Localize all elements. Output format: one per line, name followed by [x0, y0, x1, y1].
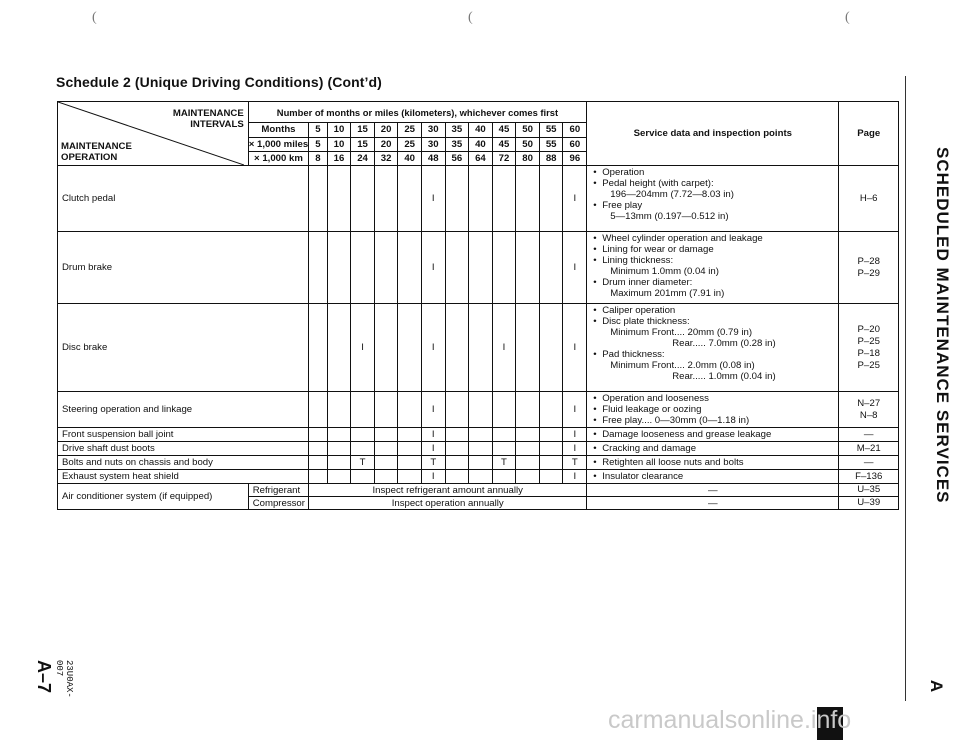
interval-unit: × 1,000 miles	[248, 138, 309, 150]
service-points-list	[593, 457, 836, 468]
interval-mark	[445, 442, 469, 456]
schedule-row	[58, 392, 899, 428]
operation-label: Air conditioner system (if equipped)	[58, 484, 249, 510]
service-point	[593, 167, 836, 178]
interval-value: 24	[351, 151, 375, 165]
scan-mark: (	[92, 10, 97, 25]
interval-mark	[374, 232, 398, 304]
interval-mark	[516, 428, 540, 442]
interval-caption: Number of months or miles (kilometers), whichever comes first	[248, 102, 586, 123]
interval-value: 60	[563, 123, 587, 137]
interval-value: 30	[421, 137, 445, 151]
interval-mark	[309, 392, 327, 428]
interval-mark	[539, 232, 563, 304]
interval-mark	[327, 392, 351, 428]
interval-value: 55	[539, 137, 563, 151]
interval-mark	[398, 456, 422, 470]
interval-mark: I	[351, 304, 375, 392]
interval-mark	[469, 456, 493, 470]
interval-mark	[309, 232, 327, 304]
interval-unit: × 1,000 km	[248, 151, 308, 165]
service-point-text: Lining thickness:	[602, 255, 674, 266]
interval-mark	[492, 392, 516, 428]
aircon-note: Inspect operation annually	[309, 497, 587, 510]
interval-value: 96	[563, 151, 587, 165]
interval-value: 50	[516, 123, 540, 137]
interval-mark	[516, 456, 540, 470]
interval-mark	[469, 392, 493, 428]
service-point-text: Drum inner diameter:	[602, 277, 693, 288]
service-point	[593, 178, 836, 200]
service-point-text: Fluid leakage or oozing	[602, 404, 702, 415]
interval-value: 25	[398, 137, 422, 151]
interval-mark: I	[563, 166, 587, 232]
operation-label: Exhaust system heat shield	[58, 470, 309, 484]
service-point-detail: Minimum Front.... 20mm (0.79 in)	[610, 327, 753, 338]
service-point-detail: Minimum Front.... 2.0mm (0.08 in)	[610, 360, 755, 371]
service-point	[593, 305, 836, 316]
interval-mark: I	[563, 392, 587, 428]
service-column-header: Service data and inspection points	[587, 102, 839, 166]
interval-mark: I	[563, 232, 587, 304]
interval-mark	[539, 166, 563, 232]
operation-label: Steering operation and linkage	[58, 392, 309, 428]
interval-mark	[492, 428, 516, 442]
interval-mark: I	[421, 392, 445, 428]
corner-operation-label: MAINTENANCE OPERATION	[61, 141, 132, 163]
interval-mark	[516, 304, 540, 392]
interval-mark	[539, 392, 563, 428]
service-point-text: Lining for wear or damage	[602, 244, 714, 255]
interval-value: 48	[421, 151, 445, 165]
page-reference: H–6	[839, 166, 899, 232]
interval-value: 35	[445, 137, 469, 151]
interval-value: 45	[492, 137, 516, 151]
service-point-detail: 196—204mm (7.72—8.03 in)	[610, 189, 734, 200]
service-points	[587, 304, 839, 392]
interval-mark	[374, 392, 398, 428]
interval-mark	[351, 428, 375, 442]
service-point	[593, 404, 836, 415]
service-points	[587, 232, 839, 304]
interval-mark	[445, 166, 469, 232]
aircon-component: Refrigerant	[248, 484, 308, 497]
interval-mark	[539, 470, 563, 484]
interval-mark	[374, 470, 398, 484]
interval-mark	[351, 166, 375, 232]
service-point	[593, 233, 836, 244]
interval-value: 40	[469, 123, 493, 137]
service-point	[593, 415, 836, 426]
service-points-list	[593, 443, 836, 454]
service-point-detail: 5—13mm (0.197—0.512 in)	[610, 211, 729, 222]
interval-mark	[327, 428, 351, 442]
interval-mark	[351, 442, 375, 456]
schedule-row	[58, 442, 899, 456]
service-points-list	[593, 233, 836, 299]
interval-mark	[516, 392, 540, 428]
interval-mark: I	[563, 304, 587, 392]
interval-mark	[309, 470, 327, 484]
interval-mark	[445, 304, 469, 392]
service-points	[587, 442, 839, 456]
interval-mark	[374, 304, 398, 392]
service-point	[593, 349, 836, 382]
interval-mark	[469, 470, 493, 484]
interval-mark: I	[563, 428, 587, 442]
interval-mark	[398, 470, 422, 484]
schedule-row	[58, 456, 899, 470]
interval-mark: I	[492, 304, 516, 392]
service-points	[587, 392, 839, 428]
service-point-text: Operation	[602, 167, 645, 178]
interval-value: 80	[516, 151, 540, 165]
interval-mark	[445, 232, 469, 304]
service-points	[587, 470, 839, 484]
interval-mark	[469, 428, 493, 442]
interval-mark	[492, 470, 516, 484]
interval-value: 16	[327, 151, 351, 165]
service-points	[587, 428, 839, 442]
service-point	[593, 244, 836, 255]
schedule-row	[58, 428, 899, 442]
schedule-row	[58, 232, 899, 304]
service-point	[593, 471, 836, 482]
interval-value: 88	[539, 151, 563, 165]
service-points: —	[587, 484, 839, 497]
interval-value: 45	[492, 123, 516, 137]
interval-mark: T	[492, 456, 516, 470]
service-point-text: Free play	[602, 200, 643, 211]
side-section-letter: A	[927, 679, 947, 693]
interval-mark	[492, 232, 516, 304]
interval-mark	[469, 442, 493, 456]
service-point	[593, 393, 836, 404]
interval-value: 60	[563, 137, 587, 151]
interval-mark	[374, 166, 398, 232]
aircon-row	[58, 484, 899, 497]
page-column-header: Page	[839, 102, 899, 166]
operation-label: Disc brake	[58, 304, 309, 392]
interval-mark	[351, 470, 375, 484]
page-reference: P–20 P–25 P–18 P–25	[839, 304, 899, 392]
interval-mark	[398, 428, 422, 442]
interval-mark	[469, 232, 493, 304]
interval-mark	[539, 456, 563, 470]
page-reference: M–21	[839, 442, 899, 456]
interval-unit: Months	[248, 123, 308, 137]
interval-value: 10	[327, 123, 351, 137]
page-reference: N–27 N–8	[839, 392, 899, 428]
operation-label: Clutch pedal	[58, 166, 309, 232]
interval-mark	[374, 456, 398, 470]
interval-value: 40	[398, 151, 422, 165]
interval-mark: I	[421, 304, 445, 392]
interval-mark	[398, 442, 422, 456]
service-points: —	[587, 497, 839, 510]
interval-mark	[445, 428, 469, 442]
interval-value: 20	[374, 123, 398, 137]
page-reference: P–28 P–29	[839, 232, 899, 304]
interval-mark: I	[421, 442, 445, 456]
interval-mark: I	[421, 166, 445, 232]
interval-mark: T	[563, 456, 587, 470]
service-point-text: Disc plate thickness:	[602, 316, 690, 327]
service-point	[593, 255, 836, 277]
interval-mark: I	[421, 428, 445, 442]
service-point	[593, 457, 836, 468]
interval-mark	[327, 232, 351, 304]
service-point-text: Pad thickness:	[602, 349, 665, 360]
interval-value: 10	[327, 137, 351, 151]
interval-value: 32	[374, 151, 398, 165]
page-reference: U–39	[839, 497, 899, 510]
interval-mark	[327, 442, 351, 456]
interval-mark	[327, 456, 351, 470]
interval-mark	[327, 304, 351, 392]
interval-mark: I	[563, 442, 587, 456]
schedule-row	[58, 304, 899, 392]
interval-mark	[327, 166, 351, 232]
interval-mark	[445, 470, 469, 484]
corner-cell	[58, 102, 248, 165]
maintenance-schedule-table	[57, 101, 899, 510]
interval-mark	[398, 392, 422, 428]
operation-label: Drive shaft dust boots	[58, 442, 309, 456]
service-point-text: Insulator clearance	[602, 471, 684, 482]
interval-value: 72	[492, 151, 516, 165]
interval-mark	[516, 470, 540, 484]
service-point-text: Cracking and damage	[602, 443, 697, 454]
interval-mark	[445, 456, 469, 470]
interval-value: 20	[374, 137, 398, 151]
page-reference: —	[839, 428, 899, 442]
interval-mark	[309, 166, 327, 232]
interval-mark	[516, 442, 540, 456]
interval-mark	[374, 428, 398, 442]
interval-value: 30	[421, 123, 445, 137]
interval-mark	[309, 428, 327, 442]
margin-rule	[905, 76, 906, 701]
operation-label: Front suspension ball joint	[58, 428, 309, 442]
side-section-title: SCHEDULED MAINTENANCE SERVICES	[933, 146, 952, 504]
interval-value: 55	[539, 123, 563, 137]
service-point-text: Operation and looseness	[602, 393, 709, 404]
schedule-row	[58, 166, 899, 232]
page-code: 23U0AX-007	[54, 660, 74, 698]
service-point-detail: Maximum 201mm (7.91 in)	[610, 288, 725, 299]
page-footer	[0, 660, 74, 702]
service-points	[587, 456, 839, 470]
interval-mark	[398, 232, 422, 304]
interval-value: 8	[309, 151, 327, 165]
interval-value: 40	[469, 137, 493, 151]
interval-mark	[309, 304, 327, 392]
interval-mark	[309, 442, 327, 456]
interval-value: 25	[398, 123, 422, 137]
interval-mark: I	[563, 470, 587, 484]
interval-mark	[374, 442, 398, 456]
service-point	[593, 429, 836, 440]
service-points-list	[593, 305, 836, 382]
service-point	[593, 277, 836, 299]
interval-mark	[351, 232, 375, 304]
service-point	[593, 316, 836, 349]
interval-mark	[492, 166, 516, 232]
service-point	[593, 200, 836, 222]
operation-label: Bolts and nuts on chassis and body	[58, 456, 309, 470]
service-point	[593, 443, 836, 454]
interval-mark	[539, 304, 563, 392]
interval-mark	[516, 232, 540, 304]
interval-value: 35	[445, 123, 469, 137]
service-point-text: Pedal height (with carpet):	[602, 178, 714, 189]
service-point-detail: Minimum 1.0mm (0.04 in)	[610, 266, 719, 277]
interval-mark	[398, 166, 422, 232]
service-points-list	[593, 167, 836, 222]
service-point-text: Retighten all loose nuts and bolts	[602, 457, 744, 468]
service-point-detail: Rear..... 7.0mm (0.28 in)	[672, 338, 776, 349]
service-points-list	[593, 429, 836, 440]
interval-mark: T	[351, 456, 375, 470]
interval-mark: I	[421, 232, 445, 304]
service-points-list	[593, 471, 836, 482]
interval-mark: I	[421, 470, 445, 484]
schedule-row	[58, 470, 899, 484]
interval-value: 50	[516, 137, 540, 151]
interval-value: 5	[309, 137, 327, 151]
interval-mark	[327, 470, 351, 484]
page-reference: U–35	[839, 484, 899, 497]
interval-mark	[351, 392, 375, 428]
interval-mark	[539, 428, 563, 442]
corner-intervals-label: MAINTENANCE INTERVALS	[172, 108, 244, 130]
interval-value: 15	[351, 123, 375, 137]
page-reference: —	[839, 456, 899, 470]
interval-value: 15	[351, 137, 375, 151]
interval-mark	[309, 456, 327, 470]
interval-value: 64	[469, 151, 493, 165]
service-point-text: Wheel cylinder operation and leakage	[602, 233, 763, 244]
watermark: carmanualsonline.info	[608, 706, 852, 734]
service-points-list	[593, 393, 836, 426]
operation-label: Drum brake	[58, 232, 309, 304]
interval-mark	[469, 166, 493, 232]
scan-mark: (	[468, 10, 473, 25]
interval-mark	[445, 392, 469, 428]
interval-mark	[398, 304, 422, 392]
service-point-text: Caliper operation	[602, 305, 676, 316]
interval-mark: T	[421, 456, 445, 470]
header-row	[58, 102, 899, 123]
interval-value: 5	[309, 123, 327, 137]
interval-value: 56	[445, 151, 469, 165]
interval-mark	[539, 442, 563, 456]
header-corner	[58, 102, 249, 166]
aircon-component: Compressor	[248, 497, 308, 510]
service-point-text: Damage looseness and grease leakage	[602, 429, 772, 440]
page-reference: F–136	[839, 470, 899, 484]
aircon-note: Inspect refrigerant amount annually	[309, 484, 587, 497]
service-points	[587, 166, 839, 232]
interval-mark	[469, 304, 493, 392]
interval-mark	[492, 442, 516, 456]
scan-mark: (	[845, 10, 850, 25]
interval-mark	[516, 166, 540, 232]
service-point-detail: Rear..... 1.0mm (0.04 in)	[672, 371, 776, 382]
page-number: A–7	[34, 660, 54, 694]
page-title: Schedule 2 (Unique Driving Conditions) (Cont’d)	[56, 74, 382, 90]
service-point-text: Free play.... 0—30mm (0—1.18 in)	[602, 415, 750, 426]
